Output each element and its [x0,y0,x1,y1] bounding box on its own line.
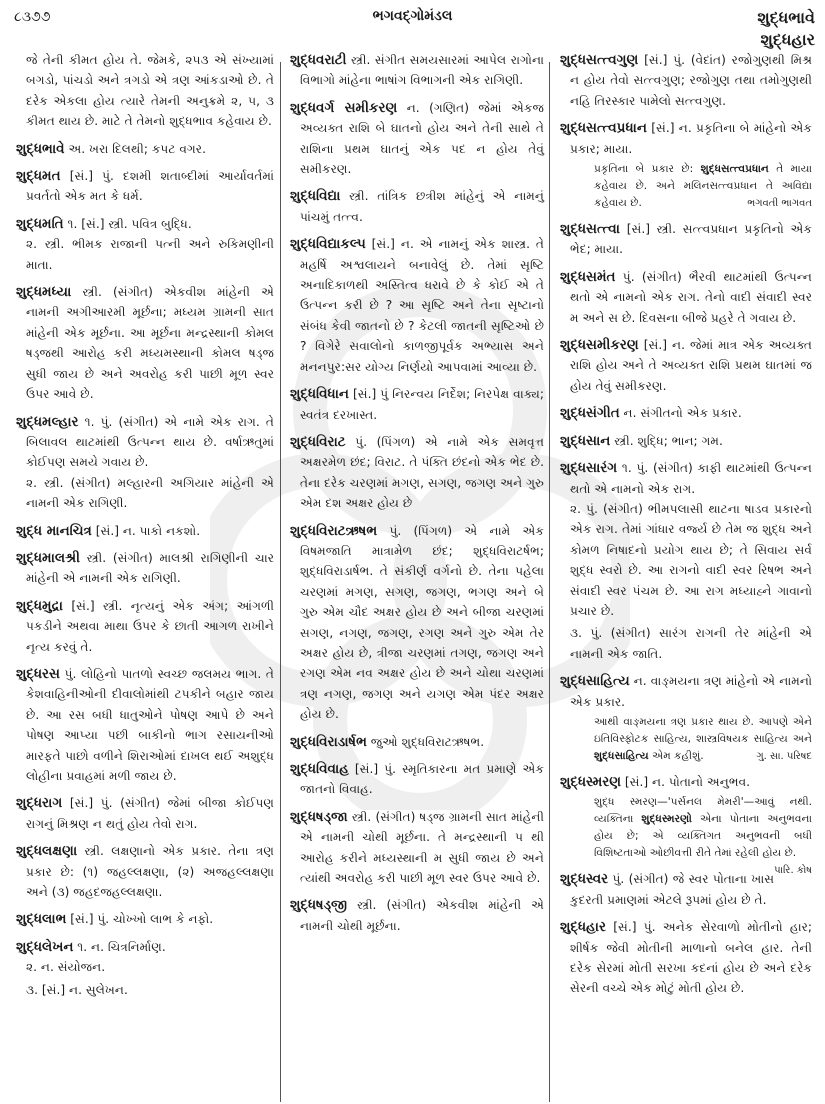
dictionary-entry [16,166,274,207]
headword: શુદ્ધવિરાડાર્ષભ [290,733,367,750]
headword: શુદ્ધભાવે [16,140,65,157]
book-title: ભગવદ્ગોમંડલ [372,8,453,24]
dictionary-entry [560,50,812,111]
quote-text: એમ કહીશું. [648,749,704,762]
quote-text: આથી વાઙ્મયના ત્રણ પ્રકાર થાય છે. આપણે એને ઇતિવિસ્ફોટક સાહિત્ય, શાસ્ત્રવિષયક સાહિત્ય અને [594,715,812,745]
dictionary-entry [560,403,812,423]
definition: ૧. [સં.] સ્ત્રી. પવિત્ર બુદ્ધિ. [67,216,192,231]
column-middle [290,50,544,943]
quote-source: ભગવતી ભાગવત [747,198,812,210]
headword: શુદ્ધસ્વર [560,871,609,888]
dictionary-entry [560,219,812,260]
headword: શુદ્ધ માનચિત્ર [16,522,92,539]
dictionary-entry [560,458,812,664]
headword: શુદ્ધરસ [16,665,60,682]
dictionary-entry [16,664,274,786]
dictionary-entry [16,548,274,589]
dictionary-entry [290,98,544,180]
subsense: ૨. સ્ત્રી. (સંગીત) મલ્હારની અગિયાર માંહેની એ નામની એક રાગિણી. [26,475,274,511]
definition: સ્ત્રી. (સંગીત) એકવીશ માંહેની એ નામની અગીઆરમી મૂર્છના; મધ્યમ ગ્રામની સાત માંહેની એક મૂર્છના. આ મૂર્છના મન્દ્રસ્થાની કોમલ ષડ્જથી આરોહ કરી મધ્યમસ્થાની કોમલ ષડ્જ સુધી જાય છે અને અવરોહ કરી પાછી મૂળ સ્વર ઉપર આવે છે. [26,285,275,402]
definition: [સં.] ન. જેમાં માત્ર એક અવ્યક્ત રાશિ હોય અને તે અવ્યક્ત રાશિ પ્રથમ ઘાતમાં જ હોય તેવું સમીકરણ. [570,338,812,393]
definition: [સં.] ન. એ નામનું એક શાસ્ત્ર. તે મહર્ષિ અશ્વલાયને બનાવેલું છે. તેમાં સૃષ્ટિ અનાદિકાળથી અસ્તિત્વ ધરાવે છે કે કોઈ એ તે ઉત્પન્ન કરી છે ? આ સૃષ્ટિ અને તેના સૃષ્ટાનો સંબંધ કેવી જાતનો છે ? કેટલી જાતની સૃષ્ટિઓ છે ? વિગેરે સવાલોનો કાળજીપૂર્વક અભ્યાસ અને મનનપુર:સર યોગ્ય નિર્ણયો આપવામાં આવ્યા છે. [300,237,544,374]
usage-quotation [570,714,812,765]
dictionary-entry [290,807,544,889]
quote-text: એના પોતાના અનુભવના હોય છે; એ વ્યક્તિગત અનુભવની બધી વિશિષ્ટતાઓ ઓછીવત્તી રીતે તેમાં રહેલી હોય છે. [594,813,812,860]
definition: [સં.] ન. પ્રકૃતિના બે માંહેનો એક પ્રકાર; માયા. [570,121,813,156]
page-number: ૮૩૭૭ [14,9,51,25]
definition: સ્ત્રી. શુદ્ધિ; ભાન; ગમ. [614,433,723,448]
subsense: ૨. સ્ત્રી. ભીમક રાજાની પત્ની અને રુકિમણીની માતા. [26,237,274,272]
headword: શુદ્ધવિદ્યા [290,188,341,205]
definition: જે તેની કીમત હોય તે. જેમકે, ૨૫૩ એ સંખ્યામાં બગડો, પાંચડો અને ત્રગડો એ ત્રણ આંકડાઓ છે. તે દરેક એકલા હોય ત્યારે તેમની અનુક્રમે ૨, ૫, ૩ કીમત થાય છે. માટે તે તેમનો શુદ્ધભાવ કહેવાય છે. [26,53,274,129]
headword: શુદ્ધસાહિત્ય [560,673,630,690]
headword: શુદ્ધરાગ [16,795,63,812]
guide-word-first: શુદ્ધભાવે [757,8,815,27]
headword: શુદ્ધસ્મરણ [560,773,622,790]
dictionary-entry [16,841,274,902]
definition: પું. (પિંગળ) એ નામે એક સમવૃત્ત અક્ષરમેળ છંદ; વિરાટ. તે પંક્તિ છંદનો એક ભેદ છે. તેના દરેક ચરણમાં મગણ, સગણ, જગણ અને ગુરુ એમ દશ અક્ષર હોય છે [300,434,545,511]
quote-source: પારિ. કોષ [774,865,812,877]
dictionary-entry [16,282,274,404]
headword: શુદ્ધમલ્હાર [16,413,79,430]
definition: ન. (ગણિત) જેમાં એકજ અવ્યક્ત રાશિ બે ઘાતનો હોય અને તેની સાથે તે રાશિના પ્રથમ ઘાતનું એક પદ ન હોય તેવું સમીકરણ. [300,100,544,177]
dictionary-entry [16,937,274,1000]
definition: પું. (પિંગળ) એ નામે એક વિષમજાતિ માત્રામેળ છંદ; શુદ્ધવિરાટર્ષભ; શુદ્ધવિરાડાર્ષભ. તે સંકીર્ણ વર્ગનો છે. તેના પહેલા ચરણમાં મગણ, સગણ, જગણ, ભગણ અને બે ગુરુ એમ ચૌદ અક્ષર હોય છે અને બીજા ચરણમાં સગણ, નગણ, જગણ, રગણ અને ગુરુ એમ તેર અક્ષર હોય છે, ત્રીજા ચરણમાં તગણ, જગણ અને રગણ એમ નવ અક્ષર હોય છે અને ચોથા ચરણમાં ત્રણ નગણ, જગણ અને યગણ એમ પંદર અક્ષર હોય છે. [300,523,544,722]
dictionary-entry [290,432,544,514]
column-left [16,50,274,1007]
definition: ન. વાઙ્મયના ત્રણ માંહેનો એ નામનો એક પ્રકાર. [570,674,812,709]
headword: શુદ્ધસાન [560,432,611,449]
headword: શુદ્ધસત્ત્વા [560,221,620,238]
headword: શુદ્ધલેખન [16,938,74,955]
guide-word-last: શુદ્ધહાર [760,30,815,49]
definition: [સં.] સ્ત્રી. સત્ત્વપ્રધાન પ્રકૃતિનો એક ભેદ; માયા. [570,222,812,257]
headword: શુદ્ધવરાટી [290,52,347,68]
subsense: ૩. [સં.] ન. સુલેખન. [26,982,128,997]
definition: ૧. પું. (સંગીત) એ નામે એક રાગ. તે બિલાવલ થાટમાંથી ઉત્પન્ન થાય છે. વર્ષાઋતુમાં કોઈપણ સમયે ગવાય છે. [26,414,274,470]
quoted-headword: શુદ્ધસત્ત્વપ્રધાન [700,163,769,176]
dictionary-entry [560,772,812,877]
headword: શુદ્ધમધ્યા [16,284,72,301]
dictionary-entry [290,234,544,377]
page-header [0,0,825,58]
definition: [સં.] પું. સ્મૃતિકારના મત પ્રમાણે એક જાતનો વિવાહ. [300,762,544,797]
definition: પું. લોહિનો પાતળો સ્વચ્છ જલમય ભાગ. તે કેશવાહિનીઓની દીવાલોમાંથી ટપકીને બહાર જાય છે. આ રસ બધી ધાતુઓને પોષણ આપે છે અને પોષણ આપ્યા પછી બાકીનો ભાગ રસાયનીઓ મારફતે પાછો વળીને શિરાઓમાં દાખલ થઈ અશુદ્ધ લોહીના પ્રવાહમાં મળી જાય છે. [26,666,275,783]
subsense: ૨. ન. સંયોજન. [26,960,106,975]
dictionary-entry [290,186,544,227]
headword: શુદ્ધવર્ગ સમીકરણ [290,99,398,116]
dictionary-entry [16,50,274,132]
definition: સ્ત્રી. (સંગીત) ષડ્જ ગ્રામની સાત માંહેની એ નામની ચોથી મૂર્છના. તે મન્દ્રસ્થાની પ થી આરોહ કરીને મધ્યસ્થાની મ સુધી જાય છે અને ત્યાંથી અવરોહ કરી પાછી મૂળ સ્વર ઉપર આવે છે. [300,809,544,886]
dictionary-entry [290,521,544,725]
dictionary-entry [560,118,812,212]
quoted-headword: શુદ્ધસાહિત્ય [594,749,649,762]
dictionary-entry [560,917,812,999]
dictionary-entry [290,759,544,800]
definition: ન. સંગીતનો એક પ્રકાર. [623,406,742,421]
definition: સ્ત્રી. (સંગીત) એકવીશ માંહેની એ નામની ચોથી મૂર્છના. [300,898,544,933]
headword: શુદ્ધસત્ત્વપ્રધાન [560,120,647,137]
headword: શુદ્ધલક્ષણા [16,843,78,860]
definition: સ્ત્રી. (સંગીત) માલશ્રી રાગિણીની ચાર માંહેની એ નામની એક રાગિણી. [26,550,274,586]
definition: ૧. ન. ચિત્રનિર્માણ. [77,939,166,954]
quote-text: શુદ્ધ સ્મરણ—'પર્સનલ મેમરી'—આવું નથી. વ્યક્તિના [594,796,812,826]
definition: જુઓ શુદ્ધવિરાટઋષભ. [370,734,485,749]
definition: [સં.] પું. દશમી શતાબ્દીમાં આર્યાવર્તમાં પ્રવર્તતો એક મત કે ધર્મ. [26,169,274,204]
quote-text: તે માયા કહેવાય છે. અને મલિનસત્ત્વપ્રધાન તે અવિદ્યા કહેવાય છે. [594,163,813,210]
dictionary-entry [560,671,812,765]
headword: શુદ્ધષડ્જા [290,808,348,825]
definition: [સં.] ન. પોતાનો અનુભવ. [624,774,751,789]
headword: શુદ્ધષડ્જી [290,897,348,914]
usage-quotation [570,794,812,877]
dictionary-entry [16,909,274,929]
subsense: ૨. પું. (સંગીત) ભીમપલાસી થાટના ષાડવ પ્રકારનો એક રાગ. તેમાં ગાંધાર વર્જ્ય છે તેમ જ શુદ્ધ અને કોમળ નિષાદનો પ્રયોગ થાય છે; તે સિવાય સર્વ શુદ્ધ સ્વરો છે. આ રાગનો વાદી સ્વર રિષભ અને સંવાદી સ્વર પંચમ છે. આ રાગ મધ્યાહ્ને ગાવાનો પ્રચાર છે. [570,501,812,618]
dictionary-entry [290,384,544,425]
dictionary-entry [16,596,274,657]
definition: [સં.] ન. પાકો નકશો. [95,523,201,538]
definition: [સં.] પું. (વેદાંત) રજોગુણથી મિશ્ર ન હોય તેવો સત્ત્વગુણ; રજોગુણ તથા તમોગુણથી નહિ તિરસ્કાર પામેલો સત્ત્વગુણ. [570,53,812,108]
headword: શુદ્ધમત [16,168,61,185]
headword: શુદ્ધમાલશ્રી [16,549,80,566]
definition: ૧. પું. (સંગીત) કાફી થાટમાંથી ઉત્પન્ન થતો એ નામનો એક રાગ. [570,461,812,496]
dictionary-entry [16,214,274,275]
headword: શુદ્ધસંગીત [560,405,620,422]
column-divider [280,62,281,1102]
headword: શુદ્ધમુદ્રા [16,597,63,614]
dictionary-entry [560,431,812,451]
dictionary-entry [16,139,274,159]
headword: શુદ્ધવિદ્યાકલ્પ [290,236,366,253]
headword: શુદ્ધસત્ત્વગુણ [560,52,639,68]
quote-text: પ્રકૃતિના બે પ્રકાર છે: [594,163,701,176]
dictionary-entry [16,793,274,834]
column-divider [549,62,550,1102]
headword: શુદ્ધવિધાન [290,386,349,403]
definition: પું. (સંગીત) જે સ્વર પોતાના ખાસ કુદરતી પ્રમાણમાં એટલે રૂપમાં હોય છે તે. [570,872,775,907]
subsense: ૩. પું. (સંગીત) સારંગ રાગની તેર માંહેની એ નામની એક જાતિ. [570,626,812,661]
definition: સ્ત્રી. તાંત્રિક છત્રીશ માંહેનું એ નામનું પાંચમું તત્ત્વ. [300,189,544,224]
usage-quotation [570,161,812,212]
headword: શુદ્ધસમંત [560,268,616,285]
definition: સ્ત્રી. લક્ષણાનો એક પ્રકાર. તેના ત્રણ પ્રકાર છે: (૧) જહલ્લક્ષણા, (૨) અજહલ્લક્ષણા અને (૩) જહદજહલ્લક્ષણા. [26,844,275,900]
quote-source: ગુ. સા. પરિષદ [756,750,812,762]
dictionary-entry [290,895,544,936]
definition: પું. (સંગીત) ભૈરવી થાટમાંથી ઉત્પન્ન થતો એ નામનો એક રાગ. તેનો વાદી સંવાદી સ્વર મ અને સ છે. દિવસના બીજે પ્રહરે તે ગવાય છે. [570,269,813,325]
dictionary-entry [290,732,544,752]
headword: શુદ્ધહાર [560,919,606,936]
headword: શુદ્ધવિવાહ [290,761,349,777]
headword: શુદ્ધમતિ [16,215,64,232]
column-right [560,50,812,1006]
headword: શુદ્ધસમીકરણ [560,337,639,354]
definition: [સં.] પું. અનેક સેરવાળો મોતીનો હાર; શીર્ષક જેવી મોતીની માળાનો બનેલ હાર. તેની દરેક સેરમાં મોતી સરખા કદનાં હોય છે અને દરેક સેરની વચ્ચે એક મોટું મોતી હોય છે. [570,920,812,996]
definition: [સં.] પું નિરન્વય નિર્દેશ; નિરપેક્ષ વાક્ય; સ્વતંત્ર દરખાસ્ત. [300,387,545,422]
definition: [સં.] પું. ચોખ્ખો લાભ કે નફો. [70,912,214,927]
definition: [સં.] પું. (સંગીત) જેમાં બીજા કોઈપણ રાગનું મિશ્રણ ન થતું હોય તેવો રાગ. [26,796,275,831]
definition: [સં.] સ્ત્રી. નૃત્યનું એક અંગ; આંગળી પકડીને અથવા માથા ઉપર કે છાતી આગળ રાખીને નૃત્ય કરવું તે. [26,598,274,654]
definition: સ્ત્રી. સંગીત સમયસારમાં આપેલ રાગોના વિભાગો માંહેના ભાષાંગ વિભાગની એક રાગિણી. [300,53,545,88]
dictionary-entry [16,412,274,514]
quoted-headword: શુદ્ધસ્મરણો [641,813,692,826]
headword: શુદ્ધલાભ [16,911,67,928]
definition: અ. ખરા દિલથી; કપટ વગર. [68,141,206,156]
headword: શુદ્ધવિરાટ [290,433,346,450]
dictionary-entry [560,335,812,396]
headword: શુદ્ધવિરાટઋષભ [290,522,378,539]
guide-words [757,7,815,51]
headword: શુદ્ધસારંગ [560,460,618,477]
dictionary-entry [16,521,274,541]
dictionary-entry [560,267,812,328]
